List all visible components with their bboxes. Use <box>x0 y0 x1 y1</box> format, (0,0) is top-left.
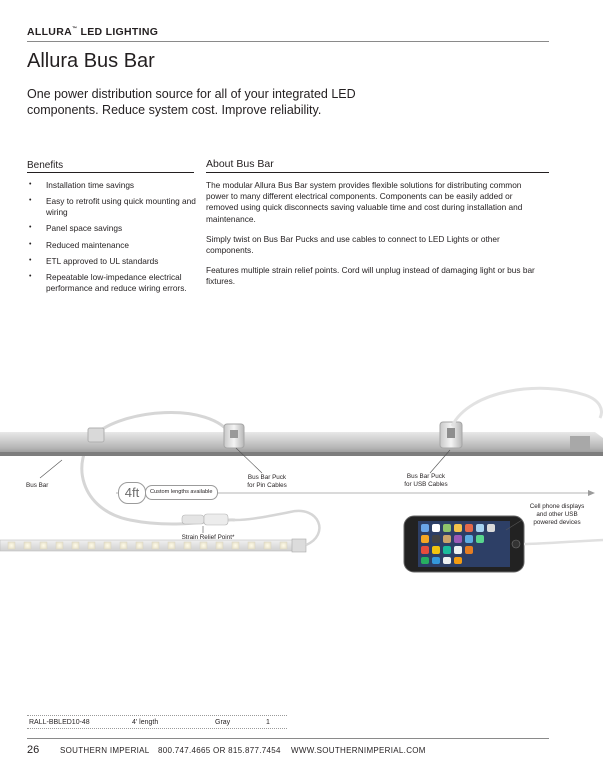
benefits-heading: Benefits <box>27 160 64 171</box>
header-rule <box>27 41 549 42</box>
puck-usb-label-line1: Bus Bar Puck <box>406 473 446 480</box>
footer-company: SOUTHERN IMPERIAL <box>60 746 150 755</box>
smartphone <box>404 516 524 572</box>
strain-relief-label: Strain Relief Point* <box>181 534 235 541</box>
cell-label-line1: Cell phone displays <box>529 503 585 510</box>
list-item: • Repeatable low-impedance electrical performance and reduce wiring errors. <box>27 272 197 294</box>
spec-part-number: RALL-BBLED10-48 <box>29 719 90 726</box>
puck-usb-label <box>390 473 462 489</box>
footer-rule <box>27 738 549 739</box>
page-title: Allura Bus Bar <box>27 50 155 72</box>
about-body <box>206 180 536 297</box>
list-item: • Panel space savings <box>27 223 197 234</box>
about-heading: About Bus Bar <box>206 158 274 170</box>
length-badge: 4ft <box>118 482 146 504</box>
cell-phone-label <box>518 503 596 527</box>
spec-length: 4' length <box>132 719 159 726</box>
page-number: 26 <box>27 744 40 756</box>
benefits-rule <box>27 172 194 173</box>
about-rule <box>206 172 549 173</box>
puck-pin-label-line1: Bus Bar Puck <box>247 474 287 481</box>
section-label: ALLURA™ LED LIGHTING <box>27 26 159 38</box>
list-item: • Installation time savings <box>27 180 197 191</box>
spec-rule-top <box>27 715 287 716</box>
list-item: • ETL approved to UL standards <box>27 256 197 267</box>
about-paragraph: Features multiple strain relief points. Cord will unplug instead of damaging light or bus bar fixtures. <box>206 265 535 287</box>
intro-text: One power distribution source for all of your integrated LED components. Reduce system cost. Improve reliability. <box>27 87 356 117</box>
bus-bar-label: Bus Bar <box>26 482 49 489</box>
list-item: • Reduced maintenance <box>27 240 197 251</box>
footer-website[interactable]: WWW.SOUTHERNIMPERIAL.COM <box>291 746 426 755</box>
cell-label-line3: powered devices <box>533 519 581 526</box>
puck-pin-label <box>232 474 302 490</box>
cell-label-line2: and other USB <box>536 511 578 518</box>
list-item: • Easy to retrofit using quick mounting and wiring <box>27 196 197 218</box>
puck-usb-label-line2: for USB Cables <box>404 481 448 488</box>
custom-lengths-badge: Custom lengths available <box>145 485 218 500</box>
footer-phones: 800.747.4665 OR 815.877.7454 <box>158 746 281 755</box>
about-paragraph: Simply twist on Bus Bar Pucks and use cables to connect to LED Lights or other components. <box>206 233 500 256</box>
puck-pin-label-line2: for Pin Cables <box>247 482 287 489</box>
about-paragraph: The modular Allura Bus Bar system provides flexible solutions for distributing common power to many different electrical components. Components can be easily added or removed using quick disconnects saving valuable time and cost during installation and maintenance. <box>206 180 523 224</box>
spec-rule-bottom <box>27 728 287 729</box>
benefits-list <box>27 180 197 299</box>
spec-quantity: 1 <box>266 719 270 726</box>
spec-color: Gray <box>215 719 231 726</box>
